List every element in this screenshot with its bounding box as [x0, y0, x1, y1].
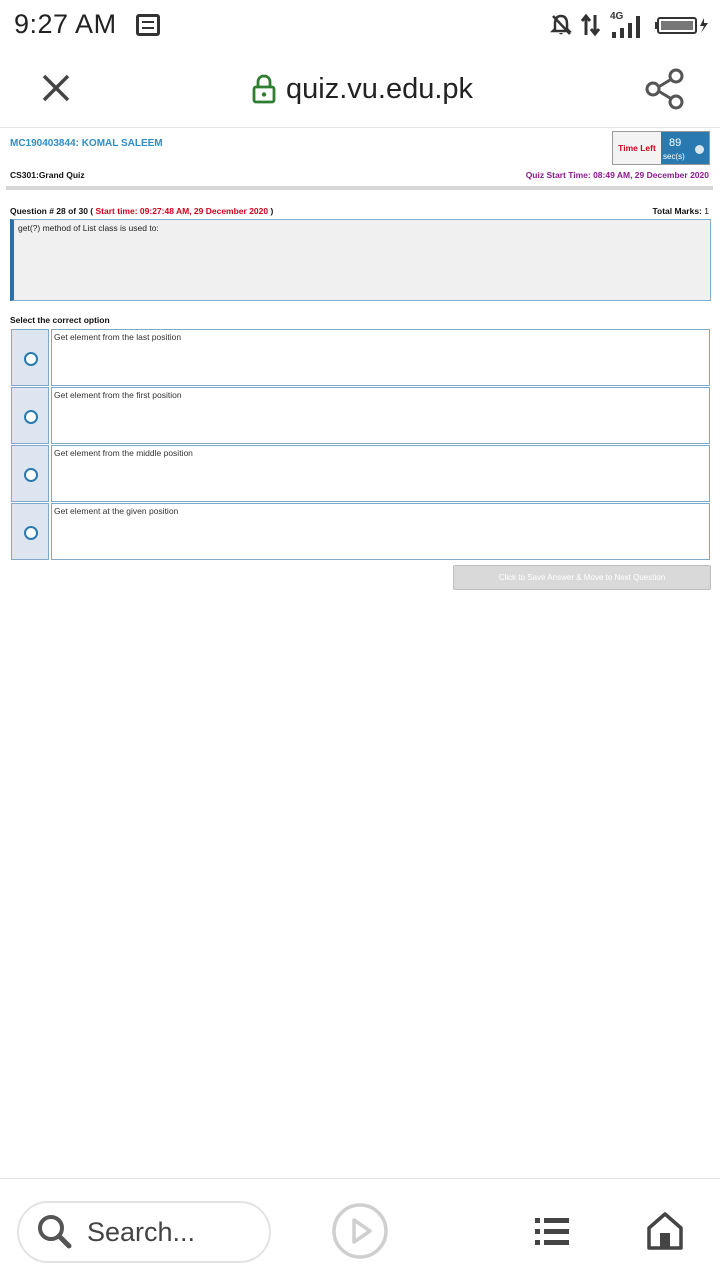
bottom-toolbar: [0, 1178, 720, 1280]
radio-button[interactable]: [24, 468, 38, 482]
battery-icon: [654, 14, 710, 36]
url-text: quiz.vu.edu.pk: [286, 72, 474, 105]
lock-icon: [252, 74, 276, 104]
play-button[interactable]: [332, 1203, 388, 1259]
option-3-text: Get element from the middle position: [54, 448, 193, 458]
option-3[interactable]: [11, 445, 710, 502]
play-icon: [332, 1203, 388, 1259]
status-time: 9:27 AM: [14, 9, 117, 39]
time-left-label: Time Left: [613, 132, 661, 164]
quiz-start-time: Quiz Start Time: 08:49 AM, 29 December 2020: [525, 170, 709, 180]
option-2-radio-cell[interactable]: [11, 387, 49, 444]
close-tab-button[interactable]: [38, 70, 74, 106]
student-name: MC190403844: KOMAL SALEEM: [10, 138, 163, 149]
share-icon: [643, 67, 687, 111]
list-menu-icon: [533, 1215, 571, 1249]
browser-toolbar: [0, 52, 720, 128]
option-3-radio-cell[interactable]: [11, 445, 49, 502]
home-icon: [646, 1211, 684, 1251]
status-bar: [0, 0, 720, 52]
radio-button[interactable]: [24, 352, 38, 366]
notification-icon: [136, 14, 160, 36]
data-arrows-icon: [580, 13, 602, 37]
option-4[interactable]: [11, 503, 710, 560]
save-next-button[interactable]: Click to Save Answer & Move to Next Question: [453, 565, 711, 590]
option-1[interactable]: [11, 329, 710, 386]
question-box: [10, 219, 711, 301]
option-4-text-box[interactable]: [51, 503, 710, 560]
signal-icon: [610, 10, 646, 40]
divider: [6, 186, 713, 190]
mute-bell-icon: [550, 13, 572, 37]
time-left-unit: sec(s): [663, 152, 685, 161]
option-2-text: Get element from the first position: [54, 390, 182, 400]
time-left-value: 89: [669, 137, 682, 149]
time-left-box: [612, 131, 710, 165]
question-header: [10, 206, 273, 216]
network-type: 4G: [610, 11, 624, 22]
option-1-text: Get element from the last position: [54, 332, 182, 342]
radio-button[interactable]: [24, 526, 38, 540]
timer-spinner-icon: [695, 145, 704, 154]
menu-button[interactable]: [533, 1215, 571, 1249]
share-button[interactable]: [643, 67, 687, 111]
question-text: get(?) method of List class is used to:: [18, 223, 159, 233]
option-1-text-box[interactable]: [51, 329, 710, 386]
system-icons: [550, 8, 710, 42]
question-header-close: ): [270, 206, 274, 216]
total-marks-label: Total Marks:: [652, 206, 702, 216]
select-option-label: Select the correct option: [10, 315, 110, 325]
course-title: CS301:Grand Quiz: [10, 170, 85, 180]
search-placeholder: Search...: [87, 1216, 196, 1247]
option-2[interactable]: [11, 387, 710, 444]
search-box[interactable]: [17, 1201, 271, 1263]
search-icon: [33, 1210, 77, 1254]
close-icon: [38, 70, 74, 106]
total-marks: [652, 206, 709, 216]
question-number: Question # 28 of 30 (: [10, 206, 94, 216]
question-start-time: Start time: 09:27:48 AM, 29 December 2020: [95, 206, 269, 216]
option-3-text-box[interactable]: [51, 445, 710, 502]
option-1-radio-cell[interactable]: [11, 329, 49, 386]
total-marks-value: 1: [704, 206, 709, 216]
option-4-radio-cell[interactable]: [11, 503, 49, 560]
home-button[interactable]: [646, 1211, 684, 1251]
option-4-text: Get element at the given position: [54, 506, 179, 516]
quiz-page: [0, 128, 720, 1178]
time-left-value-box: [661, 132, 709, 164]
option-2-text-box[interactable]: [51, 387, 710, 444]
address-bar[interactable]: [252, 70, 473, 108]
radio-button[interactable]: [24, 410, 38, 424]
